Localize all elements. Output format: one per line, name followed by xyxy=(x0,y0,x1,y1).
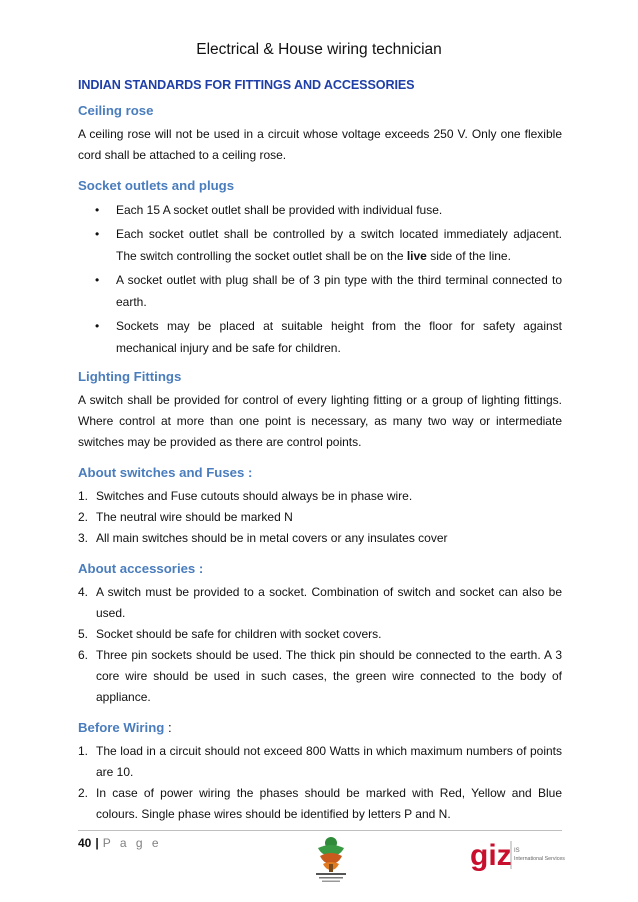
heading-ceiling-rose: Ceiling rose xyxy=(78,103,154,118)
bullet-icon: • xyxy=(95,203,100,217)
list-item-text: A switch must be provided to a socket. Combination of switch and socket can also be used. xyxy=(96,585,562,620)
bullet-icon: • xyxy=(95,319,100,333)
list-item xyxy=(78,223,562,267)
list-item xyxy=(78,486,562,507)
list-item xyxy=(78,645,562,708)
giz-logo-sub1: IS xyxy=(514,848,520,854)
list-item-text: In case of power wiring the phases should be marked with Red, Yellow and Blue colours. Single phase wires should be identified by letters P and N. xyxy=(96,786,562,821)
list-number: 1. xyxy=(78,489,89,503)
list-item xyxy=(78,783,562,825)
list-item-text: All main switches should be in metal covers or any insulates cover xyxy=(96,531,448,545)
page-content xyxy=(78,78,562,831)
emblem-logo-icon xyxy=(308,834,354,884)
heading-before-wiring xyxy=(78,720,562,735)
list-item xyxy=(78,269,562,313)
bullet-icon: • xyxy=(95,227,100,241)
list-item-text: Switches and Fuse cutouts should always be in phase wire. xyxy=(96,489,413,503)
list-item-text: A socket outlet with plug shall be of 3 pin type with the third terminal connected to earth. xyxy=(116,273,562,309)
list-item-text: Each socket outlet shall be controlled by a switch located immediately adjacent. The switch controlling the socket outlet shall be on the xyxy=(116,227,562,263)
list-item xyxy=(78,528,562,549)
main-heading: INDIAN STANDARDS FOR FITTINGS AND ACCESSORIES xyxy=(78,78,415,92)
list-number: 1. xyxy=(78,744,89,758)
list-item xyxy=(78,507,562,528)
bold-word-live: live xyxy=(406,249,427,263)
heading-switches-fuses: About switches and Fuses : xyxy=(78,465,253,480)
emblem-logo xyxy=(308,834,354,884)
heading-before-wiring-colon: : xyxy=(164,720,172,735)
paragraph-ceiling-rose: A ceiling rose will not be used in a circuit whose voltage exceeds 250 V. Only one flexible cord shall be attached to a ceiling rose. xyxy=(78,127,562,162)
before-wiring-list xyxy=(78,741,562,825)
list-item-text-tail: side of the line. xyxy=(426,249,511,263)
page-word: P a g e xyxy=(102,836,162,850)
list-item-text: The neutral wire should be marked N xyxy=(96,510,293,524)
list-number: 5. xyxy=(78,627,89,641)
page-number-separator: | xyxy=(95,836,99,850)
list-item xyxy=(78,199,562,221)
giz-logo-sub2: International Services xyxy=(514,856,565,862)
list-item-text: Sockets may be placed at suitable height from the floor for safety against mechanical injury and be safe for children. xyxy=(116,319,562,355)
list-item xyxy=(78,741,562,783)
list-item xyxy=(78,624,562,645)
socket-outlets-list xyxy=(78,199,562,359)
page-number-value: 40 xyxy=(78,836,92,850)
heading-before-wiring-text: Before Wiring xyxy=(78,720,165,735)
heading-socket-outlets: Socket outlets and plugs xyxy=(78,178,235,193)
list-number: 6. xyxy=(78,648,89,662)
giz-logo xyxy=(470,838,570,872)
running-header: Electrical & House wiring technician xyxy=(196,41,442,58)
bullet-icon: • xyxy=(95,273,100,287)
list-item-text: Three pin sockets should be used. The thick pin should be connected to the earth. A 3 core wire should be used in such cases, the green wire connected to the body of appliance. xyxy=(96,648,562,704)
list-item-text: The load in a circuit should not exceed 800 Watts in which maximum numbers of points are 10. xyxy=(96,744,562,779)
switches-fuses-list xyxy=(78,486,562,549)
list-number: 2. xyxy=(78,786,89,800)
list-item-text: Each 15 A socket outlet shall be provided with individual fuse. xyxy=(116,203,443,217)
heading-lighting-fittings: Lighting Fittings xyxy=(78,369,182,384)
page-number xyxy=(78,836,162,850)
footer-rule xyxy=(78,830,562,831)
list-item xyxy=(78,315,562,359)
heading-accessories: About accessories : xyxy=(78,561,204,576)
giz-logo-text: giz xyxy=(470,839,512,872)
paragraph-lighting-fittings: A switch shall be provided for control of every lighting fitting or a group of lighting fittings. Where control at more than one point is necessary, as many two way or intermediate switches may be provided as there are control points. xyxy=(78,393,562,449)
list-number: 2. xyxy=(78,510,89,524)
accessories-list xyxy=(78,582,562,708)
list-number: 4. xyxy=(78,585,89,599)
list-number: 3. xyxy=(78,531,89,545)
list-item xyxy=(78,582,562,624)
list-item-text: Socket should be safe for children with socket covers. xyxy=(96,627,382,641)
giz-logo-icon xyxy=(470,838,570,872)
